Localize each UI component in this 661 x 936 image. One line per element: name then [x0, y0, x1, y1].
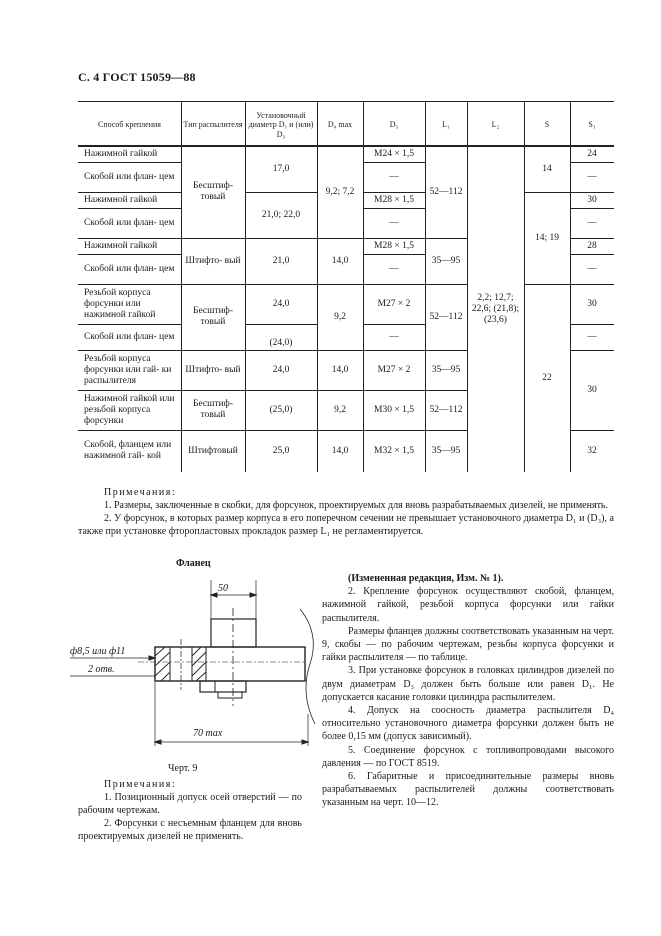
- right-column: [322, 572, 614, 810]
- cell-d4: 9,2; 7,2: [325, 186, 355, 197]
- cell-l1: 52—112: [429, 186, 463, 197]
- cell-diameter: (24,0): [269, 338, 293, 348]
- cell-diameter: (25,0): [269, 404, 293, 415]
- cell-type: Бесштиф- товый: [193, 399, 233, 420]
- cell-method: Скобой или флан- цем: [84, 171, 175, 182]
- dimensions-table: [78, 101, 614, 475]
- cell-d5: —: [389, 331, 399, 342]
- header-method: Способ крепления: [98, 120, 161, 130]
- cell-method: Скобой или флан- цем: [84, 263, 175, 274]
- header-s: S: [544, 120, 550, 130]
- cell-s1: —: [587, 263, 597, 274]
- cell-s1: —: [587, 171, 597, 182]
- header-type: Тип распылителя: [183, 120, 243, 130]
- cell-l1: 35—95: [431, 445, 461, 456]
- header-l1: L₁: [442, 120, 450, 130]
- cell-diameter: 17,0: [272, 163, 290, 174]
- cell-s: 22: [542, 372, 552, 383]
- notes-title: Примечания:: [104, 779, 177, 790]
- cell-type: Штифто- вый: [185, 255, 241, 266]
- cell-d5: М24 × 1,5: [374, 148, 414, 159]
- cell-method: Нажимной гайкой: [84, 148, 158, 159]
- cell-s: 14; 19: [534, 232, 559, 243]
- cell-d4: 14,0: [331, 445, 349, 456]
- header-d5: D₅: [389, 120, 399, 130]
- holes-count-label: 2 отв.: [88, 664, 115, 675]
- figure-title: Фланец: [176, 558, 211, 569]
- cell-type: Штифто- вый: [185, 364, 241, 375]
- cell-method: Нажимной гайкой: [84, 240, 158, 251]
- paragraph: 6. Габаритные и присоединительные размеры вновь разрабатываемых распылителей должны соответствовать указанным на черт. 10—12.: [322, 771, 614, 809]
- cell-s1: —: [587, 217, 597, 228]
- cell-d5: М28 × 1,5: [374, 240, 414, 251]
- header-s1: S₁: [588, 120, 596, 130]
- note-item: 2. Форсунки с несъемным фланцем для вновь проектируемых дизелей не применять.: [78, 818, 302, 842]
- cell-method: Резьбой корпуса форсунки или нажимной гайкой: [84, 287, 156, 320]
- cell-d4: 9,2: [334, 311, 346, 322]
- cell-s1: 30: [587, 194, 597, 205]
- cell-diameter: 24,0: [272, 364, 290, 375]
- cell-d5: —: [389, 263, 399, 274]
- cell-l1: 35—95: [431, 364, 461, 375]
- cell-diameter: 25,0: [272, 445, 290, 456]
- cell-type: Бесштиф- товый: [193, 181, 233, 202]
- cell-d5: —: [389, 217, 399, 228]
- cell-s1: 32: [587, 445, 597, 456]
- cell-method: Скобой или флан- цем: [84, 331, 175, 342]
- note-item: 1. Позиционный допуск осей отверстий — по рабочим чертежам.: [78, 792, 302, 816]
- cell-s1: 30: [587, 384, 597, 395]
- cell-s1: 30: [587, 298, 597, 309]
- hole-label: ф8,5 или ф11: [70, 646, 126, 657]
- cell-type: Штифтовый: [188, 445, 238, 456]
- cell-l1: 35—95: [431, 255, 461, 266]
- cell-d5: М30 × 1,5: [374, 404, 414, 415]
- cell-d5: М32 × 1,5: [374, 445, 414, 456]
- paragraph: Размеры фланцев должны соответствовать указанным на черт. 9, скобы — по рабочим чертежам, резьбы корпуса форсунки и гайки распылителя — по таблице.: [322, 625, 614, 664]
- header-d4: D₄ max: [327, 120, 353, 130]
- cell-d4: 14,0: [331, 364, 349, 375]
- cell-s: 14: [542, 163, 552, 174]
- cell-method: Скобой, фланцем или нажимной гай- кой: [84, 440, 172, 461]
- figure-caption: Черт. 9: [168, 763, 198, 774]
- cell-method: Скобой или флан- цем: [84, 217, 175, 228]
- cell-d4: 9,2: [334, 404, 346, 415]
- cell-d5: М28 × 1,5: [374, 194, 414, 205]
- cell-s1: —: [587, 331, 597, 342]
- cell-s1: 24: [587, 148, 597, 159]
- cell-l1: 52—112: [429, 311, 463, 322]
- cell-diameter: 21,0: [272, 255, 290, 266]
- notes-title: Примечания:: [104, 487, 177, 498]
- paragraph: 3. При установке форсунок в головках цилиндров дизелей по двум диаметрам D₃ должен быть больше или равен D₁. Не допускается касание головки цилиндра распылителем.: [322, 665, 614, 703]
- dim-70max: 70 max: [193, 728, 223, 739]
- page-header: С. 4 ГОСТ 15059—88: [78, 70, 196, 84]
- note-item: 1. Размеры, заключенные в скобки, для форсунок, проектируемых для вновь разрабатываемых дизелей, не применять.: [104, 500, 608, 511]
- cell-d5: —: [389, 171, 399, 182]
- note-item: 2. У форсунок, в которых размер корпуса в его поперечном сечении не превышает установочного диаметра D₁ и (D₃), а также при установке фторопластовых прокладок размер L₁ не регламентируется.: [78, 513, 614, 537]
- cell-method: Нажимной гайкой: [84, 194, 158, 205]
- cell-l1: 52—112: [429, 404, 463, 415]
- cell-d5: М27 × 2: [377, 364, 411, 375]
- cell-method: Нажимной гайкой или резьбой корпуса форсунки: [84, 393, 175, 426]
- cell-method: Резьбой корпуса форсунки или гай- ки распылителя: [84, 353, 172, 386]
- paragraph: 5. Соединение форсунок с топливопроводами высокого давления — по ГОСТ 8519.: [322, 744, 614, 769]
- dim-50: 50: [218, 583, 228, 594]
- table-notes: [78, 486, 614, 538]
- header-l2: L₂: [491, 120, 500, 130]
- paragraph: 4. Допуск на соосность диаметра распылителя D₄ относительно установочного диаметра форсунки должен быть не более 0,15 мм (допуск зависимый).: [322, 705, 614, 743]
- cell-type: Бесштиф- товый: [193, 306, 233, 327]
- figure-notes: [78, 778, 302, 843]
- cell-diameter: 24,0: [272, 298, 290, 309]
- header-diameter: Установочный диаметр D₁ и (или) D₃: [248, 110, 314, 139]
- cell-d5: М27 × 2: [377, 298, 411, 309]
- cell-d4: 14,0: [331, 255, 349, 266]
- cell-diameter: 21,0; 22,0: [261, 209, 301, 220]
- cell-s1: 28: [587, 240, 597, 251]
- revision-note: (Измененная редакция, Изм. № 1).: [348, 573, 504, 584]
- paragraph: 2. Крепление форсунок осуществляют скобой, фланцем, нажимной гайкой, резьбой корпуса форсунки или гайки распылителя.: [322, 586, 614, 624]
- cell-l2: 2,2; 12,7; 22,6; (21,8); (23,6): [471, 292, 520, 325]
